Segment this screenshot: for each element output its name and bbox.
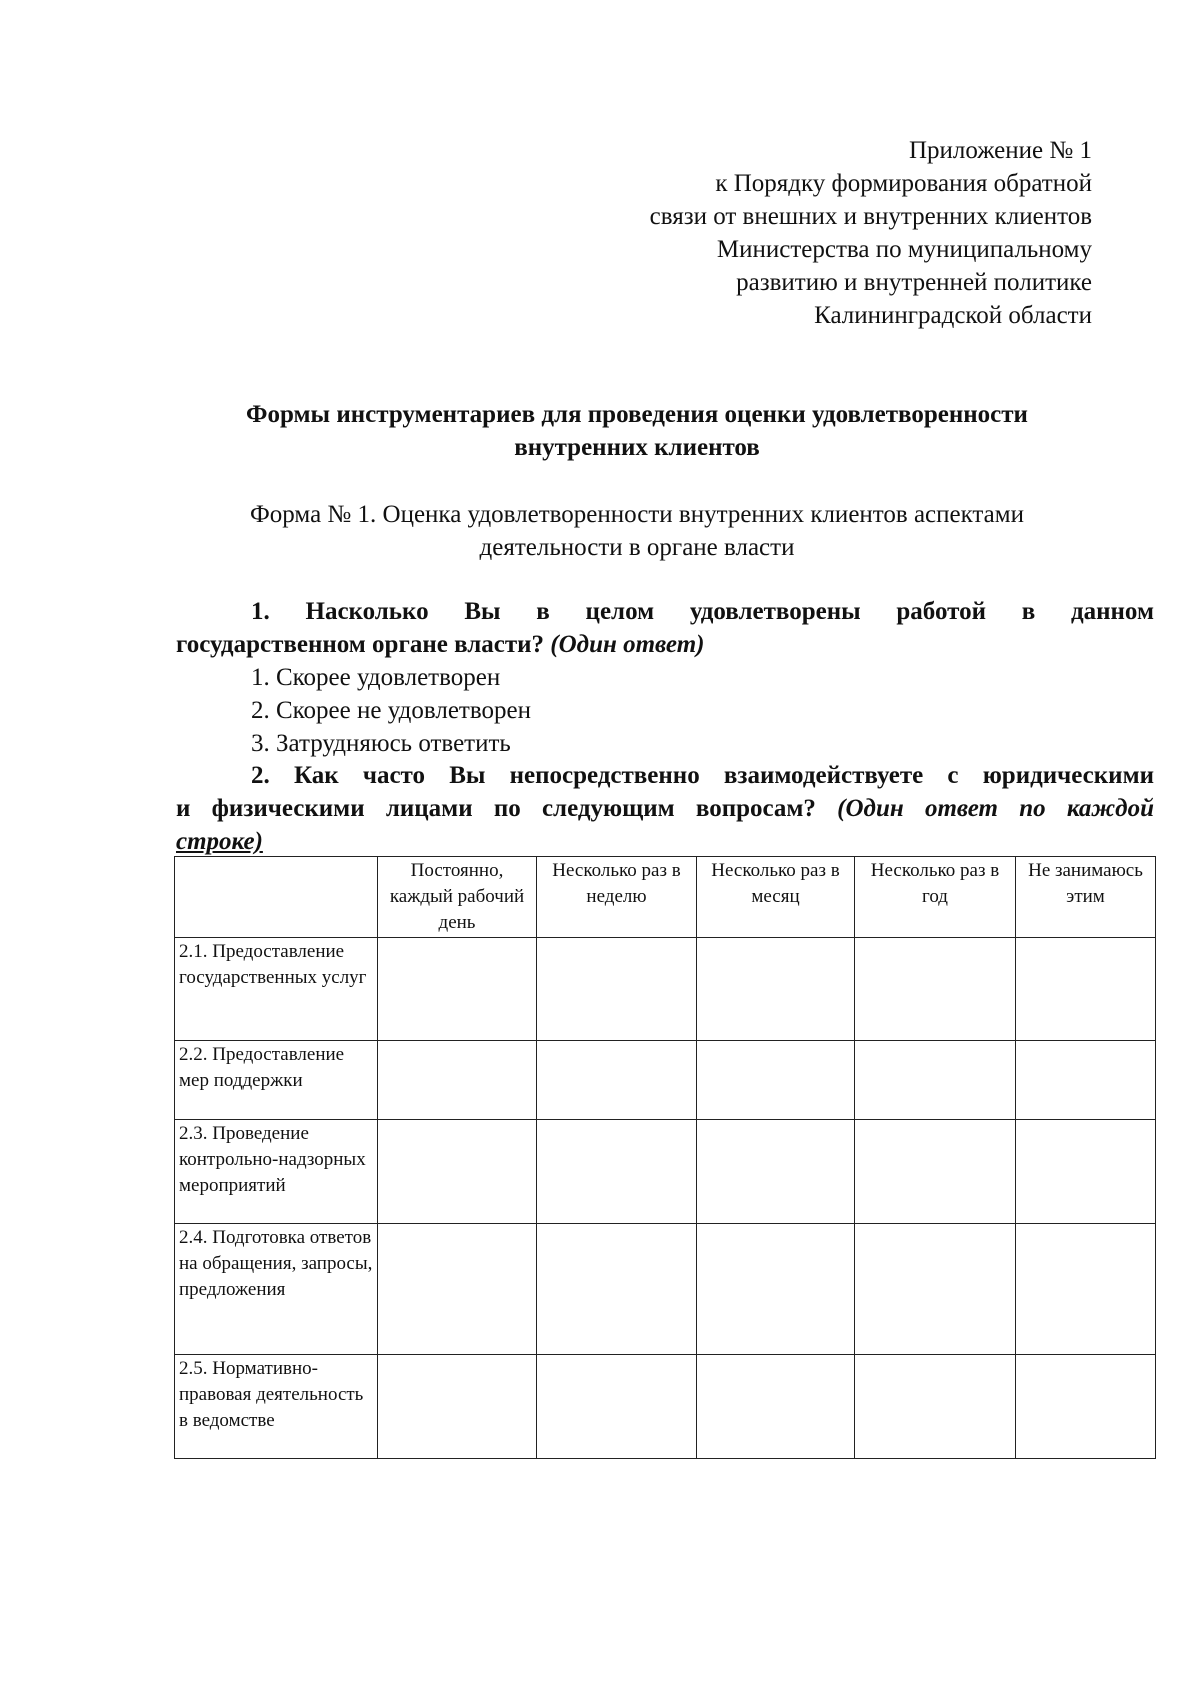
- table-row: [175, 1120, 1156, 1224]
- question-1-text-line2: государственном органе власти?: [176, 631, 545, 658]
- row-label: 2.3. Проведение контрольно-надзорных мероприятий: [175, 1120, 378, 1224]
- table-row: [175, 1355, 1156, 1459]
- appendix-line: к Порядку формирования обратной: [715, 170, 1092, 197]
- appendix-line: связи от внешних и внутренних клиентов: [649, 203, 1092, 230]
- table-row: [175, 1041, 1156, 1120]
- appendix-line: Приложение № 1: [908, 137, 1092, 164]
- question-2-text-cont: [176, 792, 1154, 825]
- row-label: 2.5. Нормативно-правовая деятельность в ведомстве: [175, 1355, 378, 1459]
- document-title: [176, 398, 1098, 464]
- answer-cell[interactable]: [855, 1120, 1016, 1224]
- title-line-1: Формы инструментариев для проведения оценки удовлетворенности: [246, 401, 1028, 428]
- answer-cell[interactable]: [855, 1041, 1016, 1120]
- table-header-cell: Несколько раз в неделю: [537, 857, 697, 938]
- form-title-line-1: Форма № 1. Оценка удовлетворенности внутренних клиентов аспектами: [250, 501, 1024, 528]
- answer-cell[interactable]: [378, 1224, 537, 1355]
- form-title: [176, 498, 1098, 564]
- appendix-line: развитию и внутренней политике: [736, 269, 1092, 296]
- frequency-table: [174, 856, 1156, 1459]
- question-1-text-cont: [176, 628, 1154, 661]
- row-label: 2.2. Предоставление мер поддержки: [175, 1041, 378, 1120]
- answer-cell[interactable]: [537, 938, 697, 1041]
- answer-cell[interactable]: [378, 1355, 537, 1459]
- answer-cell[interactable]: [378, 938, 537, 1041]
- table-header-cell: Несколько раз в год: [855, 857, 1016, 938]
- question-1: [176, 595, 1154, 760]
- answer-cell[interactable]: [1016, 1120, 1156, 1224]
- title-line-2: внутренних клиентов: [514, 434, 760, 461]
- answer-cell[interactable]: [855, 1355, 1016, 1459]
- question-2-text-end: [176, 825, 1154, 858]
- answer-option: 2. Скорее не удовлетворен: [251, 697, 531, 724]
- question-2-hint-end: строке): [176, 828, 263, 855]
- answer-cell[interactable]: [537, 1355, 697, 1459]
- table-row: [175, 1224, 1156, 1355]
- answer-cell[interactable]: [697, 1120, 855, 1224]
- answer-cell[interactable]: [1016, 1355, 1156, 1459]
- answer-cell[interactable]: [537, 1120, 697, 1224]
- question-1-hint: (Один ответ): [550, 631, 705, 658]
- answer-cell[interactable]: [1016, 1041, 1156, 1120]
- question-2-text-line2: и физическими лицами по следующим вопросам?: [176, 795, 816, 822]
- table-row: [175, 938, 1156, 1041]
- question-2: [176, 759, 1154, 858]
- question-2-hint: (Один ответ по каждой: [837, 795, 1154, 822]
- answer-cell[interactable]: [855, 938, 1016, 1041]
- appendix-header: [650, 134, 1092, 332]
- table-header-cell: [175, 857, 378, 938]
- row-label: 2.1. Предоставление государственных услуг: [175, 938, 378, 1041]
- table-header-row: [175, 857, 1156, 938]
- answer-cell[interactable]: [1016, 1224, 1156, 1355]
- answer-cell[interactable]: [378, 1041, 537, 1120]
- answer-cell[interactable]: [697, 938, 855, 1041]
- appendix-line: Министерства по муниципальному: [716, 236, 1092, 263]
- answer-cell[interactable]: [697, 1355, 855, 1459]
- table-header-cell: Несколько раз в месяц: [697, 857, 855, 938]
- answer-cell[interactable]: [697, 1224, 855, 1355]
- answer-cell[interactable]: [697, 1041, 855, 1120]
- question-1-options: [176, 661, 1154, 760]
- answer-cell[interactable]: [378, 1120, 537, 1224]
- answer-cell[interactable]: [537, 1041, 697, 1120]
- question-2-text: 2. Как часто Вы непосредственно взаимодействуете с юридическими: [251, 762, 1154, 789]
- answer-cell[interactable]: [1016, 938, 1156, 1041]
- appendix-line: Калининградской области: [814, 302, 1092, 329]
- row-label: 2.4. Подготовка ответов на обращения, запросы, предложения: [175, 1224, 378, 1355]
- question-1-text: 1. Насколько Вы в целом удовлетворены работой в данном: [251, 598, 1154, 625]
- form-title-line-2: деятельности в органе власти: [479, 534, 795, 561]
- answer-option: 3. Затрудняюсь ответить: [251, 730, 511, 757]
- answer-option: 1. Скорее удовлетворен: [251, 664, 501, 691]
- answer-cell[interactable]: [537, 1224, 697, 1355]
- table-header-cell: Постоянно, каждый рабочий день: [378, 857, 537, 938]
- table-header-cell: Не занимаюсь этим: [1016, 857, 1156, 938]
- answer-cell[interactable]: [855, 1224, 1016, 1355]
